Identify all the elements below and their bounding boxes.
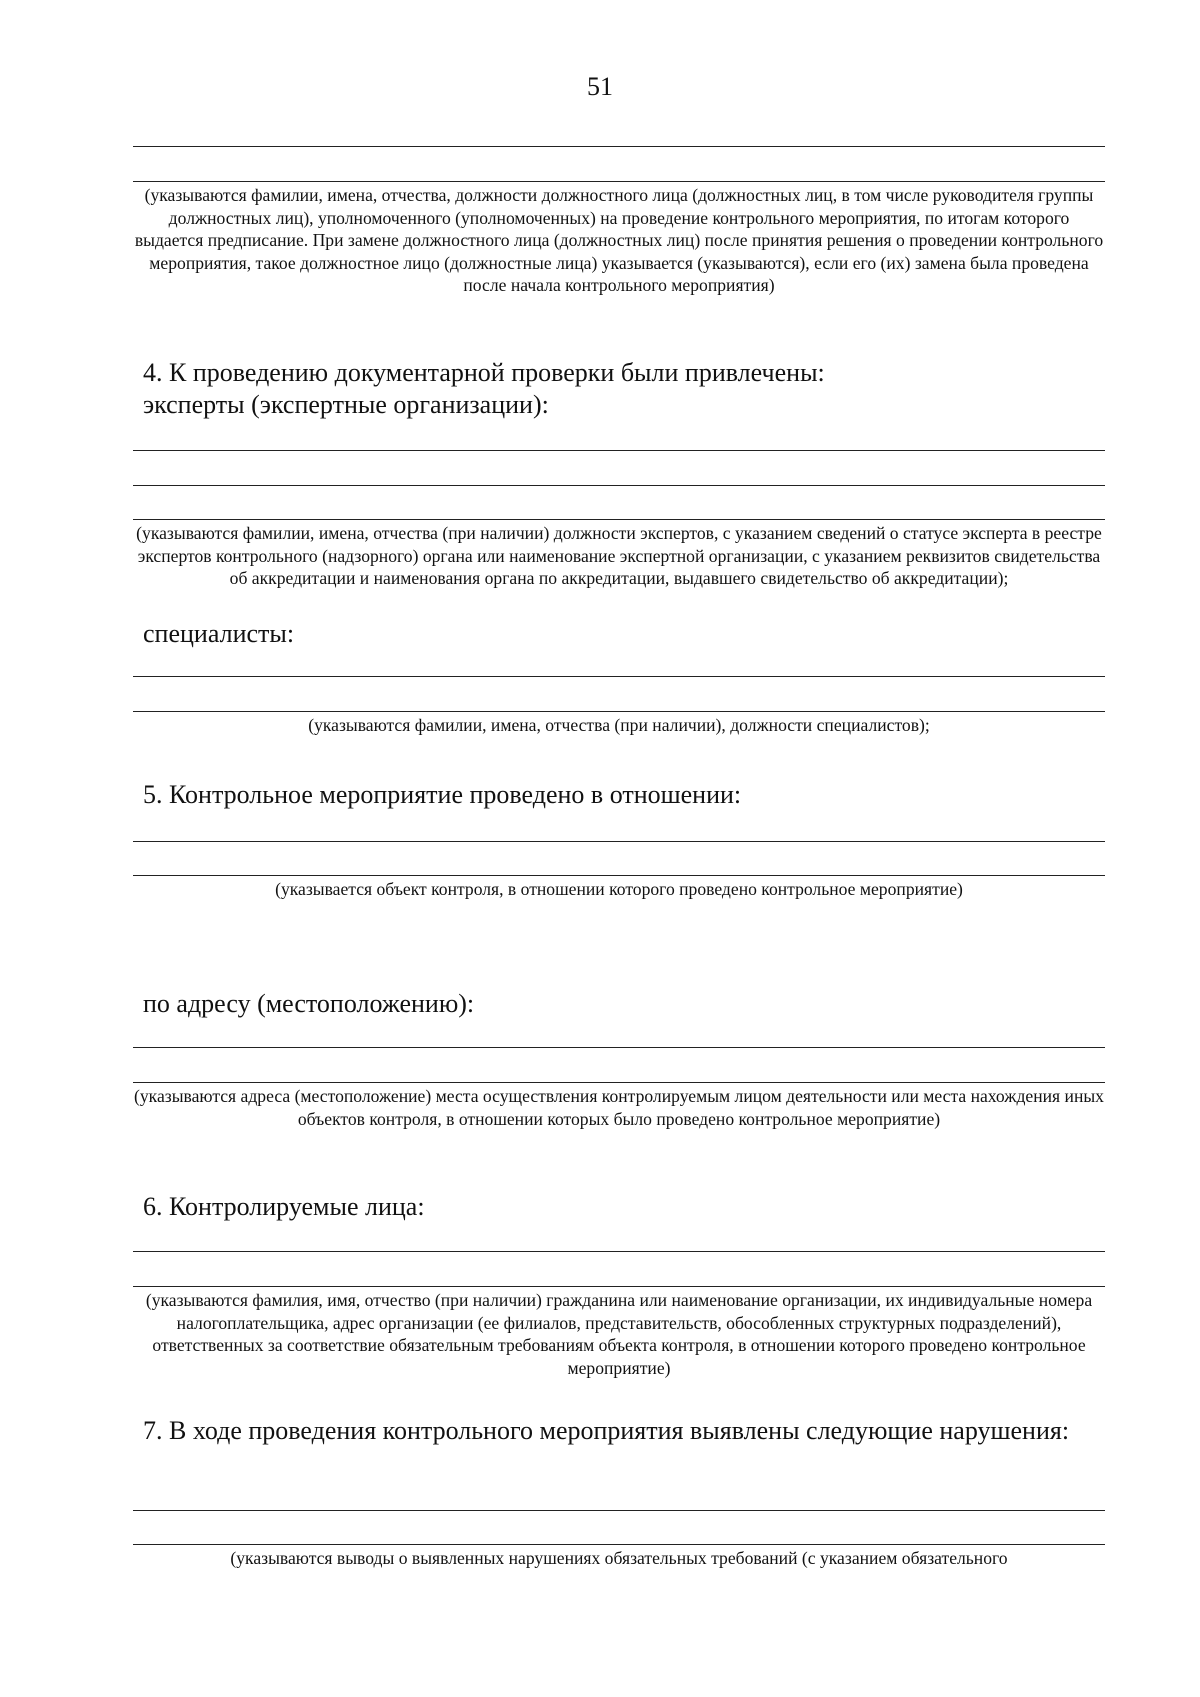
section7-heading: 7. В ходе проведения контрольного мероприятия выявлены следующие нарушения:	[143, 1416, 1070, 1445]
fill-line	[133, 1082, 1105, 1083]
fill-line	[133, 485, 1105, 486]
fill-line	[133, 1251, 1105, 1252]
fill-line	[133, 875, 1105, 876]
fill-line	[133, 519, 1105, 520]
fill-line	[133, 1286, 1105, 1287]
fill-line	[133, 841, 1105, 842]
object-caption: (указывается объект контроля, в отношении которого проведено контрольное мероприятие)	[275, 879, 963, 899]
fill-line	[133, 711, 1105, 712]
fill-line	[133, 181, 1105, 182]
fill-line	[133, 146, 1105, 147]
experts-caption: (указываются фамилии, имена, отчества (при наличии) должности экспертов, с указанием сведений о статусе эксперта в реестре экспертов контрольного (надзорного) органа или наименование экспертной организации, с указанием реквизитов свидетельства об аккредитации и наименования органа по аккредитации, выдавшего свидетельство об аккредитации);	[136, 523, 1102, 588]
address-caption: (указываются адреса (местоположение) места осуществления контролируемым лицом деятельности или места нахождения иных объектов контроля, в отношении которых было проведено контрольное мероприятие)	[134, 1086, 1104, 1129]
section4-heading: 4. К проведению документарной проверки были привлечены:	[143, 358, 825, 387]
section3-caption: (указываются фамилии, имена, отчества, должности должностного лица (должностных лиц, в том числе руководителя группы должностных лиц), уполномоченного (уполномоченных) на проведение контрольного мероприятия, по итогам которого выдается предписание. При замене должностного лица (должностных лиц) после принятия решения о проведении контрольного мероприятия, такое должностное лицо (должностные лица) указывается (указываются), если его (их) замена была проведена после начала контрольного мероприятия)	[134, 185, 1104, 295]
section7-caption: (указываются выводы о выявленных нарушениях обязательных требований (с указанием обязательного	[230, 1548, 1008, 1568]
fill-line	[133, 1047, 1105, 1048]
experts-label: эксперты (экспертные организации):	[143, 390, 549, 419]
specialists-label: специалисты:	[143, 619, 295, 648]
section5-heading: 5. Контрольное мероприятие проведено в отношении:	[143, 780, 742, 809]
fill-line	[133, 676, 1105, 677]
fill-line	[133, 450, 1105, 451]
address-label: по адресу (местоположению):	[143, 989, 475, 1018]
page-number: 51	[587, 72, 613, 101]
fill-line	[133, 1544, 1105, 1545]
specialists-caption: (указываются фамилии, имена, отчества (при наличии), должности специалистов);	[308, 715, 930, 735]
section6-caption: (указываются фамилия, имя, отчество (при наличии) гражданина или наименование организации, их индивидуальные номера налогоплательщика, адрес организации (ее филиалов, представительств, обособленных структурных подразделений), ответственных за соответствие обязательным требованиям объекта контроля, в отношении которого проведено контрольное мероприятие)	[145, 1290, 1093, 1378]
section6-heading: 6. Контролируемые лица:	[143, 1192, 425, 1221]
fill-line	[133, 1510, 1105, 1511]
